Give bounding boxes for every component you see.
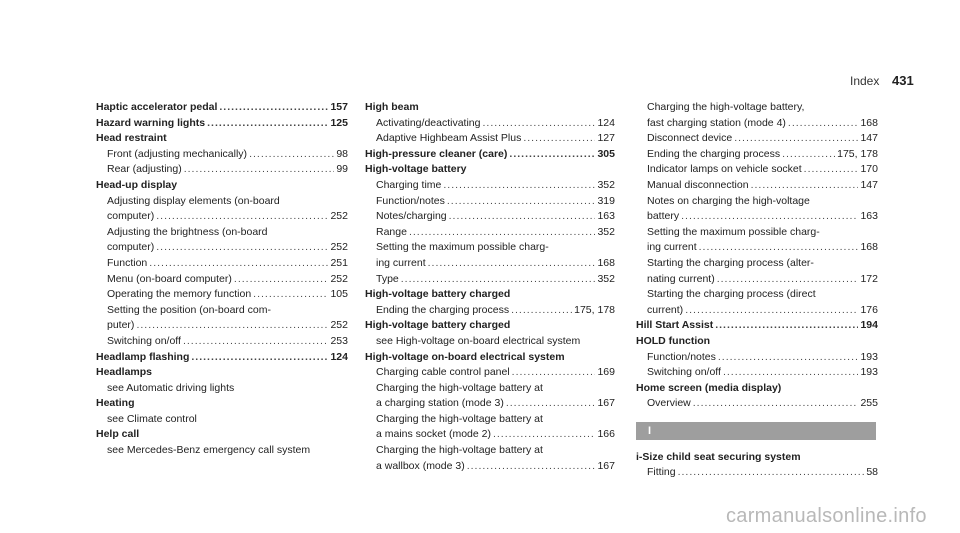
page-ref[interactable]: 124 xyxy=(597,116,615,129)
index-subentry[interactable]: Switching on/off ..... 193 xyxy=(636,365,878,381)
index-subentry[interactable]: Ending the charging process ..... 175, 178 xyxy=(636,147,878,163)
index-heading: High-voltage battery charged xyxy=(365,319,511,332)
index-heading: Help call xyxy=(96,428,140,441)
index-subentry[interactable]: Type ..... 352 xyxy=(365,272,615,288)
section-letter-bar: I xyxy=(636,422,876,440)
index-subentry-line: Notes on charging the high-voltage xyxy=(647,194,810,207)
index-subentry-line: Charging the high-voltage battery, xyxy=(647,101,805,113)
page-ref[interactable]: 175, 178 xyxy=(574,303,615,316)
page-ref[interactable]: 193 xyxy=(860,350,878,363)
see-reference[interactable]: see Automatic driving lights xyxy=(107,381,235,394)
index-subentry[interactable]: a charging station (mode 3) ..... 167 xyxy=(365,396,615,412)
index-subentry-line: Starting the charging process (direct xyxy=(647,288,816,301)
index-subentry[interactable]: Manual disconnection ..... 147 xyxy=(636,178,878,194)
index-subentry[interactable]: Overview ..... 255 xyxy=(636,396,878,412)
index-subentry[interactable]: nating current) ..... 172 xyxy=(636,272,878,288)
index-subentry[interactable]: Switching on/off ..... 253 xyxy=(96,334,348,350)
page-ref[interactable]: 193 xyxy=(860,366,878,379)
watermark: carmanualsonline.info xyxy=(726,505,927,527)
page-ref[interactable]: 253 xyxy=(330,334,348,347)
index-subentry[interactable]: a mains socket (mode 2) ..... 166 xyxy=(365,427,615,443)
page-ref[interactable]: 172 xyxy=(860,272,878,285)
page-ref[interactable]: 170 xyxy=(860,163,878,176)
index-subentry[interactable]: Disconnect device ..... 147 xyxy=(636,131,878,147)
index-heading: High beam xyxy=(365,101,419,113)
index-entry[interactable]: Hazard warning lights ..... 125 xyxy=(96,116,348,132)
index-subentry[interactable]: a wallbox (mode 3) ..... 167 xyxy=(365,459,615,475)
index-subentry[interactable]: Fitting ..... 58 xyxy=(636,465,878,481)
index-subentry[interactable]: current) ..... 176 xyxy=(636,303,878,319)
page-ref[interactable]: 168 xyxy=(597,256,615,269)
index-subentry[interactable]: battery ..... 163 xyxy=(636,209,878,225)
index-heading: Head-up display xyxy=(96,178,178,191)
index-subentry-line: Charging the high-voltage battery at xyxy=(376,381,543,394)
see-reference[interactable]: see Climate control xyxy=(107,412,197,425)
page-ref[interactable]: 163 xyxy=(860,210,878,223)
index-subentry[interactable]: computer) ..... 252 xyxy=(96,209,348,225)
index-heading: Home screen (media display) xyxy=(636,381,782,394)
index-entry[interactable]: Headlamp flashing ..... 124 xyxy=(96,350,348,366)
index-subentry[interactable]: Menu (on-board computer) ..... 252 xyxy=(96,272,348,288)
page-ref[interactable]: 58 xyxy=(866,466,878,479)
index-subentry[interactable]: Range ..... 352 xyxy=(365,225,615,241)
index-subentry-line: Setting the position (on-board com- xyxy=(107,303,272,316)
page-ref[interactable]: 147 xyxy=(860,132,878,145)
index-entry[interactable]: Hill Start Assist ..... 194 xyxy=(636,318,878,334)
index-subentry-line: Adjusting display elements (on-board xyxy=(107,194,280,207)
index-subentry[interactable]: Rear (adjusting) ..... 99 xyxy=(96,162,348,178)
page-ref[interactable]: 255 xyxy=(860,397,878,410)
index-subentry[interactable]: Indicator lamps on vehicle socket ..... 170 xyxy=(636,162,878,178)
page-ref[interactable]: 352 xyxy=(597,225,615,238)
page-ref[interactable]: 252 xyxy=(330,241,348,254)
index-subentry-line: Setting the maximum possible charg- xyxy=(376,241,549,254)
index-column-2 xyxy=(365,100,615,474)
index-heading: High-voltage on-board electrical system xyxy=(365,350,565,363)
index-subentry[interactable]: fast charging station (mode 4) ..... 168 xyxy=(636,116,878,132)
page-ref[interactable]: 163 xyxy=(597,210,615,223)
page-ref[interactable]: 124 xyxy=(330,350,348,363)
index-subentry-line: Charging the high-voltage battery at xyxy=(376,412,543,425)
page-ref[interactable]: 169 xyxy=(597,366,615,379)
index-heading: HOLD function xyxy=(636,334,711,347)
header-label: Index xyxy=(850,74,880,88)
index-heading: Heating xyxy=(96,397,135,410)
page-ref[interactable]: 157 xyxy=(330,101,348,113)
page-ref[interactable]: 168 xyxy=(860,241,878,254)
index-subentry[interactable]: ing current ..... 168 xyxy=(636,240,878,256)
page-ref[interactable]: 352 xyxy=(597,272,615,285)
index-subentry[interactable]: puter) ..... 252 xyxy=(96,318,348,334)
page-ref[interactable]: 252 xyxy=(330,319,348,332)
index-subentry[interactable]: Function ..... 251 xyxy=(96,256,348,272)
page-ref[interactable]: 252 xyxy=(330,210,348,223)
see-reference[interactable]: see Mercedes-Benz emergency call system xyxy=(107,444,311,457)
page-ref[interactable]: 167 xyxy=(597,397,615,410)
page-ref[interactable]: 168 xyxy=(860,116,878,129)
index-subentry[interactable]: Charging time ..... 352 xyxy=(365,178,615,194)
see-reference[interactable]: see High-voltage on-board electrical system xyxy=(376,334,581,347)
page-ref[interactable]: 194 xyxy=(860,319,878,332)
index-subentry-line: Starting the charging process (alter- xyxy=(647,256,814,269)
page-ref[interactable]: 147 xyxy=(860,178,878,191)
page-ref[interactable]: 319 xyxy=(597,194,615,207)
index-subentry-line: Setting the maximum possible charg- xyxy=(647,225,820,238)
page-ref[interactable]: 352 xyxy=(597,178,615,191)
index-entry[interactable]: High-pressure cleaner (care) ..... 305 xyxy=(365,147,615,163)
page-ref[interactable]: 127 xyxy=(597,132,615,145)
page-ref[interactable]: 99 xyxy=(336,163,348,176)
page-ref[interactable]: 175, 178 xyxy=(837,147,878,160)
index-subentry[interactable]: Operating the memory function ..... 105 xyxy=(96,287,348,303)
index-heading: i-Size child seat securing system xyxy=(636,450,801,463)
index-heading: High-voltage battery xyxy=(365,163,467,176)
index-subentry[interactable]: Front (adjusting mechanically) ..... 98 xyxy=(96,147,348,163)
index-subentry[interactable]: ing current ..... 168 xyxy=(365,256,615,272)
index-column-3 xyxy=(636,100,878,481)
index-subentry-line: Adjusting the brightness (on-board xyxy=(107,225,268,238)
page-ref[interactable]: 305 xyxy=(597,147,615,160)
index-column-1 xyxy=(96,100,348,459)
page-header xyxy=(850,74,944,90)
index-entry[interactable]: Haptic accelerator pedal ..... 157 xyxy=(96,100,348,116)
index-subentry[interactable]: Function/notes ..... 193 xyxy=(636,350,878,366)
page-ref[interactable]: 105 xyxy=(330,288,348,301)
page-ref[interactable]: 167 xyxy=(597,459,615,472)
index-subentry[interactable]: Charging cable control panel ..... 169 xyxy=(365,365,615,381)
page-ref[interactable]: 125 xyxy=(330,116,348,129)
index-heading: Headlamps xyxy=(96,366,153,379)
index-subentry-line: Charging the high-voltage battery at xyxy=(376,444,543,457)
index-subentry[interactable]: computer) ..... 252 xyxy=(96,240,348,256)
index-subentry[interactable]: Function/notes ..... 319 xyxy=(365,194,615,210)
index-heading: High-voltage battery charged xyxy=(365,288,511,301)
index-subentry[interactable]: Ending the charging process ..... 175, 178 xyxy=(365,303,615,319)
page-ref[interactable]: 251 xyxy=(330,256,348,269)
page-ref[interactable]: 166 xyxy=(597,428,615,441)
index-subentry[interactable]: Notes/charging ..... 163 xyxy=(365,209,615,225)
index-subentry[interactable]: Activating/deactivating ..... 124 xyxy=(365,116,615,132)
page-ref[interactable]: 98 xyxy=(336,147,348,160)
index-subentry[interactable]: Adaptive Highbeam Assist Plus ..... 127 xyxy=(365,131,615,147)
index-heading: Head restraint xyxy=(96,132,167,145)
page-ref[interactable]: 252 xyxy=(330,272,348,285)
page-number: 431 xyxy=(892,73,914,88)
page-ref[interactable]: 176 xyxy=(860,303,878,316)
